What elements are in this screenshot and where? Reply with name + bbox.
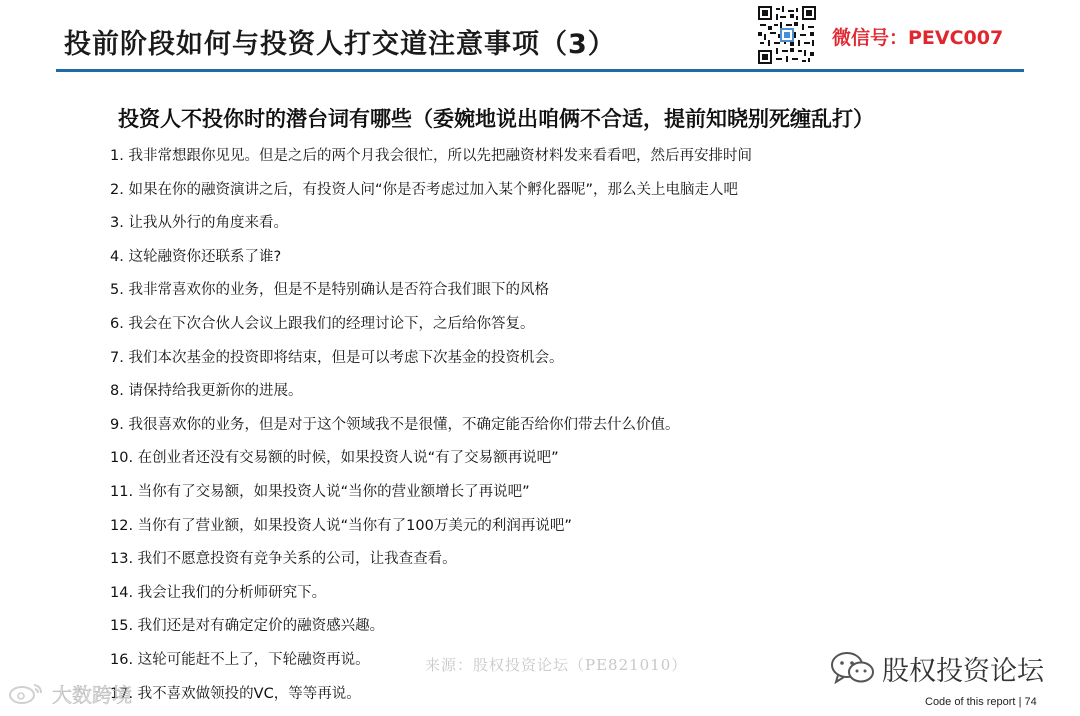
list-item: 9. 我很喜欢你的业务，但是对于这个领域我不是很懂，不确定能否给你们带去什么价值。 [110, 414, 752, 448]
list-item: 7. 我们本次基金的投资即将结束，但是可以考虑下次基金的投资机会。 [110, 347, 752, 381]
list-item: 17. 我不喜欢做领投的VC，等等再说。 [110, 683, 752, 716]
list-item: 13. 我们不愿意投资有竞争关系的公司，让我查查看。 [110, 548, 752, 582]
list-item: 4. 这轮融资你还联系了谁? [110, 246, 752, 280]
list-item: 12. 当你有了营业额，如果投资人说“当你有了100万美元的利润再说吧” [110, 515, 752, 549]
list-item: 15. 我们还是对有确定定价的融资感兴趣。 [110, 615, 752, 649]
footer-text: Code of this report [925, 696, 1016, 708]
page-title: 投前阶段如何与投资人打交道注意事项（3） [64, 22, 616, 61]
list-item: 3. 让我从外行的角度来看。 [110, 212, 752, 246]
bottom-left-watermark [8, 678, 132, 708]
source-watermark: 来源：股权投资论坛（PE821010） [425, 654, 687, 675]
item-list [110, 145, 752, 716]
wechat-id: 微信号：PEVC007 [832, 23, 1003, 50]
list-item: 10. 在创业者还没有交易额的时候，如果投资人说“有了交易额再说吧” [110, 447, 752, 481]
wechat-icon [830, 651, 876, 685]
title-divider [56, 69, 1024, 72]
forum-name: 股权投资论坛 [882, 649, 1044, 688]
list-item: 1. 我非常想跟你见见。但是之后的两个月我会很忙，所以先把融资材料发来看看吧，然后再安排时间 [110, 145, 752, 179]
list-item: 8. 请保持给我更新你的进展。 [110, 380, 752, 414]
footer [925, 696, 1037, 708]
watermark-text: 大数跨境 [52, 679, 132, 708]
list-item: 2. 如果在你的融资演讲之后，有投资人问“你是否考虑过加入某个孵化器呢”，那么关上电脑走人吧 [110, 179, 752, 213]
list-item: 5. 我非常喜欢你的业务，但是不是特别确认是否符合我们眼下的风格 [110, 279, 752, 313]
list-item: 11. 当你有了交易额，如果投资人说“当你的营业额增长了再说吧” [110, 481, 752, 515]
page-number: | 74 [1019, 696, 1037, 708]
list-item: 14. 我会让我们的分析师研究下。 [110, 582, 752, 616]
list-item: 6. 我会在下次合伙人会议上跟我们的经理讨论下，之后给你答复。 [110, 313, 752, 347]
weibo-icon [8, 681, 48, 705]
forum-watermark [830, 648, 1044, 688]
list-item: 16. 这轮可能赶不上了，下轮融资再说。 [110, 649, 752, 683]
qr-code-icon [758, 6, 816, 64]
section-heading: 投资人不投你时的潜台词有哪些（委婉地说出咱俩不合适，提前知晓别死缠乱打） [118, 103, 874, 133]
